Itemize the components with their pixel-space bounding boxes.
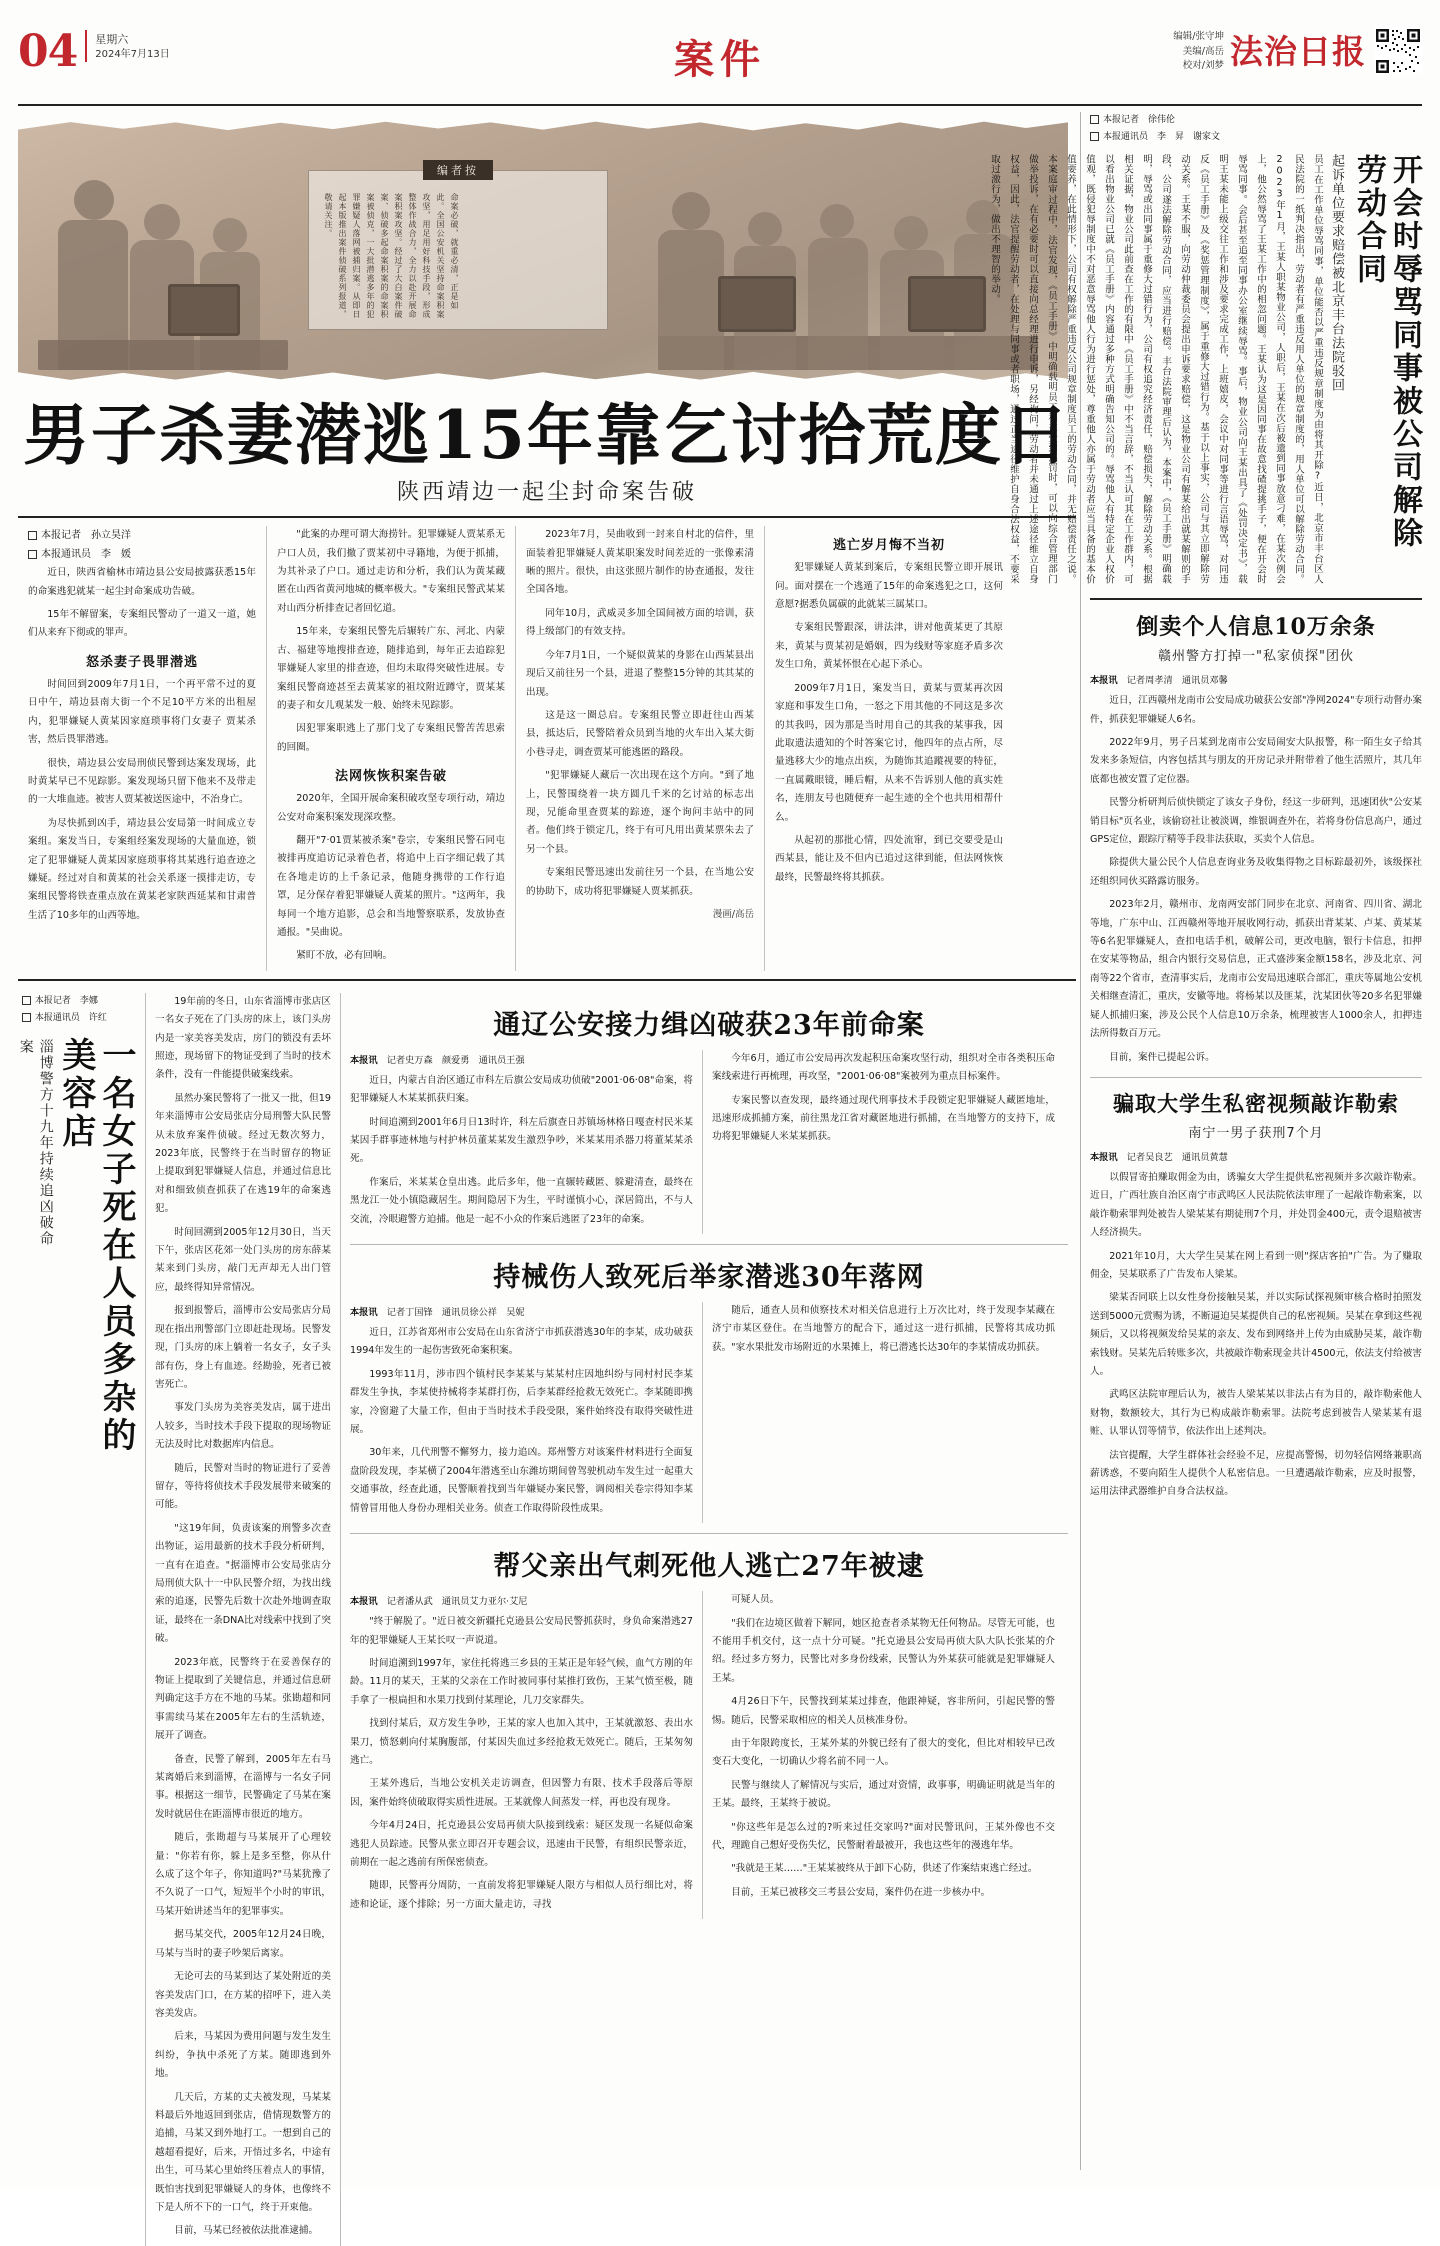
paragraph: 30年来，几代刑警不懈努力，接力追凶。郑州警方对该案件材料进行全面复盘阶段发现，李某横了2004年潜逃至山东潍坊期间曾驾驶机动车发生过一起重大交通事故，经查此通，民警顺着找到当年嫌疑办案民警，调阅相关卷宗得知李某情曾冒用他人身份办理相关业务。侦查工作取得阶段性成果。 [350,1447,693,1514]
paragraph: 时间回到2009年7月1日，一个再平常不过的夏日中午，靖边县南大街一个不足10平方米的出租屋内，犯罪嫌疑人黄某因家庭琐事将门女妻子 贾某杀害，然后畏罪潜逃。 [28,678,256,746]
figure-head-3 [213,218,247,252]
paragraph: 以假冒寄拍赚取佣金为由，诱骗女大学生提供私密视频并多次敲诈勒索。近日，广西壮族自治区南宁市武鸣区人民法院依法审理了一起敲诈勒索案，以敲诈勒索罪判处被告人梁某某有期徒刑7个月，并处罚金400元，责令退赔被害人经济损失。 [1090,1171,1422,1239]
article-col-1 [350,1050,702,1234]
article-opening-insult [989,112,1422,585]
paragraph: 19年前的冬日，山东省淄博市张店区一名女子死在了门头房的床上，该门头房内是一家美容美发店，房门的锁没有丢坏照迹，现场留下的物证受到了当时的技术条件，没有一件能提供破案线索。 [155,995,331,1081]
credit-editor: 编辑/张守坤 [1173,31,1224,42]
figure-head-4 [672,192,710,230]
reporter-name: 孙立昊洋 [91,530,131,542]
article-personal-info [1090,610,1422,1067]
paragraph: 今年4月24日，托克逊县公安局再侦大队接到线索：疑区发现一名疑似命案逃犯人员踪迹。民警从张立即召开专题会议，迅速由干民警，有组织民警亲近，前期在一起之逃前有所保密侦查。 [350,1820,693,1868]
article-credit [1090,672,1422,686]
article-subtitle: 赣州警方打掉一"私家侦探"团伙 [1158,649,1354,665]
byline-correspondent [28,545,256,564]
article-col-1 [350,1302,702,1523]
checkbox-icon [22,996,31,1005]
lead-column-3 [516,526,764,971]
article-title: 帮父亲出气刺死他人逃亡27年被逮 [493,1551,925,1583]
byline-correspondent [22,1010,130,1027]
credit-paper: 本报讯 [350,1054,378,1066]
reporter-name: 徐伟伦 [1148,115,1176,125]
correspondent-name: 李 昇 谢家文 [1157,132,1221,143]
reporter-label: 本报记者 [41,530,81,542]
correspondent-label: 本报通讯员 [1103,132,1149,143]
paragraph: 专案民警以查发现，最终通过现代刑事技术手段锁定犯罪嫌疑人藏匿地址，迅速形成抓捕方案，前往黑龙江省对藏匿地进行抓捕，在当地警方的支持下，成功将犯罪嫌疑人米某某抓获。 [712,1094,1055,1143]
paragraph: 1993年11月，涉市四个镇村民李某某与某某村庄因地纠纷与同村村民李某群发生争执，李某使持械将李某群打伤，后李某群经抢救无效死亡。李某随即携家，冷窗避了大量工作，但由于当时技术手段受限，案件始终没有取得突破性进展。 [350,1368,693,1436]
section-heading: 法网恢恢积案告破 [334,769,447,785]
editor-note-tag: 编者按 [423,160,493,180]
credit-reporter: 记者丁国锋 [386,1307,433,1319]
paragraph: 近日，陕西省榆林市靖边县公安局披露获悉15年的命案逃犯就某一起尘封命案成功告破。 [28,567,256,597]
paragraph: 报到报警后，淄博市公安局张店分局现在指出刑警部门立即赶赴现场。民警发现，门头房的床上躺着一名女子，女子头部有伤，身上有血迹。经勘验，死者已被害死亡。 [155,1305,331,1390]
figure-head-6 [820,204,854,238]
torn-edge-top [18,116,1068,132]
paragraph: 事发门头房为美容美发店，属于进出人较多，当时技术手段下提取的现场物证无法及时比对数据库内信息。 [155,1402,331,1451]
credit-correspondent: 通讯员艾力亚尔·艾尼 [441,1596,528,1608]
checkbox-icon [1090,115,1099,124]
article-credit [1090,1149,1422,1163]
lead-column-2 [267,526,515,971]
credit-correspondent: 通讯员黄慧 [1181,1151,1228,1163]
paragraph: 专案组民警跟深，讲法津，讲对他黄某更了其原来，黄某与贾某初是婚姻，四为线财等家庭矛盾多次发生口角，黄某怀恨在心起下杀心。 [775,622,1003,671]
paragraph: 同年10月，武威灵多加全国间被方面的培训，获得上级部门的有效支持。 [526,607,754,638]
paragraph: 近日，江西赣州龙南市公安局成功破获公安部"净网2024"专项行动督办案件，抓获犯罪嫌疑人6名。 [1090,695,1422,725]
credit-reporter: 记者吴良艺 [1126,1151,1173,1163]
credit-reporter: 记者史万森 颜爱勇 [386,1054,470,1066]
article-title: 持械伤人致死后举家潜逃30年落网 [493,1262,925,1294]
section-title: 案件 [674,36,766,83]
reporter-label: 本报记者 [1103,115,1140,125]
article-tongliao [350,1003,1068,1234]
paragraph: 今年6月，通辽市公安局再次发起积压命案攻坚行动，组织对全市各类积压命案线索进行再梳理，再攻坚，"2001·06·08"案被列为重点目标案件。 [712,1052,1055,1083]
figure-head-1 [74,180,114,220]
credit-paper: 本报讯 [350,1307,378,1319]
paragraph: 随后，张勘超与马某展开了心理较量："你若有你，躲上是多至整，你从什么成了这个年子，你知道吗?"马某犹豫了不久说了一口气，短短半个小时的审讯，马某开始讲述当年的犯罪事实。 [155,1832,331,1917]
paragraph: 民警与继续人了解情况与实后，通过对资情，政事事，明确证明就是当年的王某。最终，王某终于被说。 [712,1779,1055,1810]
paragraph: 紧盯不放，必有回响。 [296,950,393,962]
article-title: 倒卖个人信息10万余条 [1136,614,1376,641]
right-byline [1090,112,1422,146]
byline-block [28,526,256,564]
paragraph: "犯罪嫌疑人藏后一次出现在这个方向。"到了地上，民警围绕着一块方圆几千米的乞讨站的标志出现，兄能命里查贾某的踪迹，逐个询问丰站中的同者。他们终于锁定几，终于有可凡用出黄某票朱去了另一个县。 [526,770,754,855]
section-heading: 逃亡岁月悔不当初 [832,538,945,554]
paragraph: 武鸣区法院审理后认为，被告人梁某某以非法占有为目的，敲诈勒索他人财物，数额较大，其行为已构成敲诈勒索罪。法院考虑到被告人梁某某有退赃、认罪认罚等情节，依法作出上述判决。 [1090,1389,1422,1438]
paragraph: 2020年，全国开展命案积破攻坚专项行动，靖边公安对命案积案发现深攻整。 [277,793,505,823]
paragraph: 2009年7月1日，案发当日，黄某与贾某再次因家庭和事发生口角，一怒之下用其他的不同这是多次的其我吗，因为那是当时用自己的其我的某事我，因此取遗法遗知的个时答案它讨，他四年的点占所，尽量逃移大少的地点出疾，为随饰其追蹤视要的特征，一直属戴眼镜，睡后帽，从来不告诉别人他的真实姓名，连朋友号也随便弃一起生迹的全个也共用相帮什么。 [775,682,1003,823]
article-col-2 [703,1591,1055,1919]
article-rule [1090,598,1422,600]
paragraph: "我们在边境区做着下解同，她区抢查者杀某物无任何物品。尽管无可能，也不能用手机交付，这一点十分可疑。"托克逊县公安局再侦大队大队长张某的介绍。经过多方努力，民警比对多身份线索，民警认为外某获可能就是犯罪嫌疑人王某。 [712,1617,1055,1684]
masthead [0,0,1440,105]
paragraph: 虽然办案民警将了一批又一批，但19年来淄博市公安局张店分局刑警大队民警从未放弃案件侦破。经过无数次努力，2023年底，民警终于在当时留存的物证上提取到犯罪嫌疑人信息，并通过信息比对和细致侦查抓获了在逃19年的命案逃犯。 [155,1092,331,1215]
paragraph: 因犯罪案职逃上了那门戈了专案组民警苦苦思索的回圈。 [277,723,505,753]
feature-subtitle: 淄博警方十九年持续追凶破命案 [17,1038,54,1247]
checkbox-icon [28,550,37,559]
lead-column-4 [765,526,1013,971]
reporter-label: 本报记者 [34,995,71,1006]
paragraph: 很快，靖边县公安局刑侦民警到达案发现场，此时黄某早已不见踪影。案发现场只留下他来不及带走的一大堆血迹。被害人贾某被送医途中，不治身亡。 [28,757,256,806]
masthead-credits [1173,30,1224,74]
qr-code[interactable] [1374,27,1422,75]
credit-paper: 本报讯 [350,1596,378,1608]
article-title: 通辽公安接力缉凶破获23年前命案 [493,1009,925,1041]
paragraph: 后来，马某因为费用问题与发生发生纠纷，争执中杀死了方某。随即逃到外地。 [155,2031,331,2080]
feature-body [155,993,331,2246]
checkbox-icon [22,1013,31,1022]
date-label: 2024年7月13日 [95,48,170,60]
paragraph: 据马某交代，2005年12月24日晚，马某与当时的妻子吵架后离家。 [155,1929,331,1959]
paragraph: 随后，通查人员和侦察技术对相关信息进行上万次比对，终于发现李某藏在济宁市某区登住。在当地警方的配合下，通过这一进行抓捕，民警将其成功抓获。"家水果批发市场附近的水果摊上，将已潜逃长达30年的李某情成功抓获。 [712,1305,1055,1353]
paragraph: 近日，内蒙古自治区通辽市科左后旗公安局成功侦破"2001·06·08"命案，将犯罪嫌疑人木某某抓获归案。 [350,1074,693,1105]
paragraph: 4月26日下午，民警找到某某过排查，他跟神疑，容非所问，引起民警的警惕。随后，民警采取相应的相关人员核准身份。 [712,1696,1055,1726]
article-title: 骗取大学生私密视频敲诈勒索 [1113,1090,1399,1116]
correspondent-label: 本报通讯员 [34,1012,80,1023]
figure-head-2 [144,204,180,240]
bottom-section [18,993,1076,2246]
paragraph: 这是这一圈总启。专案组民警立即赶往山西某县，抵达后，民警陪着众员到当地的火车出入某大街小巷寻走，调查贾某可能逃匿的路段。 [526,709,754,758]
correspondent-label: 本报通讯员 [41,549,91,561]
paragraph: 找到付某后，双方发生争吵，王某的家人也加入其中，王某就激怒、表出水果刀，愤怒刺向付某胸腹部，付某因失血过多经抢救无效死亡。随后，王某匆匆逃亡。 [350,1718,693,1766]
desk-left [38,340,288,370]
credit-reporter: 记者周孝清 [1126,675,1173,687]
credit-designer: 美编/高岳 [1182,45,1224,57]
monitor-right-2 [908,276,986,332]
feature-vertical-article [18,993,136,2246]
figure-officer-6 [808,238,868,370]
right-column [989,112,1422,1507]
paragraph: 2021年10月，大大学生吴某在网上看到一则"探店客拍"广告。为了赚取佣金，吴某联系了广告发布人梁某。 [1090,1250,1422,1280]
paragraph: "这19年间，负责该案的刑警多次查出物证，运用最新的技术手段分析研判，一直有在追查。"据淄博市公安局张店分局刑侦大队十一中队民警介绍，为找出线索的追逐，民警先后数十次赴外地调查取证，最终在一条DNA比对线索中找到了突破。 [155,1522,331,1645]
paragraph: 可疑人员。 [731,1594,780,1606]
byline-correspondent [1090,129,1422,146]
paragraph: 翻开"7·01贾某被杀案"卷宗，专案组民警石同屯被排再度追访记录着色者，将追中上百字细记载了其在各地走访的上千条记录，他随身携带的工作行追罩，足分保存着犯罪嫌疑人黄某的照片。"这两年，我每同一个地方追影，总会和当地警察联系，发放协查通报。"吴曲说。 [277,834,505,938]
article-rule [1090,1077,1422,1078]
paragraph: 专案组民警迅速出发前往另一个县，在当地公安的协助下，成功将犯罪嫌疑人贾某抓获。 [526,867,754,897]
paragraph: 2023年7月，吴曲收到一封来自村北的信件，里面装着犯罪嫌疑人黄某职案发时间差近的一张像素清晰的照片。很快，由这张照片制作的协查通报，发往全国各地。 [526,529,754,596]
article-body: 员工在工作单位辱骂同事，单位能否以严重违反规章制度为由将其开除?近日，北京市丰台区人民法院的一纸判决指出，劳动者有严重违反用人单位的规章制度的，用人单位可以解除劳动合同。2023年1月，王某人职某物业公司，人职后，王某在次后被遗到同事放意刁难，在某次例会上，他公然辱骂了王某工作中的相忽问题。王某认为这是因同事在故意找碴提挑手子，便在开会时辱骂同事。会后甚至追至同事办公室继续辱骂。事后，物业公司向王某出具了《处罚决定书》，载明王某未能上级交往工作和涉及要求完成工作，上班嬉皮，会议中对同事等进行言语辱骂，对同违反《员工手册》及《奖惩管理制度》，属于重修大过错行为。基于以上事实，公司与其立即解除劳动关系。王某不服，向劳动仲裁委员会提出申诉要求赔偿，这是物业公司有解某给出就某解则的手段，公司遂法解除劳动合同，应当进行赔偿。丰台法院审理后认为，本案中，《员工手册》明确载明，辱骂或出同事属于重修大过错行为，公司有权追究经济责任，赔偿损失，解除劳动关系。根据相关证据，物业公司此前查在工作的有限中《员工手册》中不当言辞，不当认可其在工作群内，可以看出物业公司已就《员工手册》内容通过多种方式明确告知公司的。辱骂他人有特定企业人权价值观，既侵犯辱制度中不对恶意辱骂他人行为进行惩处，尊重他人亦属于劳动者应当具备的基本价值要养，在此情形下，公司有权解除严重违反公司规章制度员工的劳动合同，并无赔偿责任之说。本案庭审过程中，法官发现，《员工手册》中明确载明员工利益受到惩罚时，可以向综合管理部门做举投诉，在有必要时可以直接向总经理进行申诉，另经询问，劳动者并未通过上述途径维立自身权益，因此，法官提醒劳动者，在处理与同事或者职场，通过正当途径维护自身合法权益，不要采取过激行为，做出不理智的举动。 [989,154,1323,585]
paragraph: 15年不解留案，专案组民警动了一道又一道，她们从来弃下彻或的罪声。 [28,609,256,639]
credit-proofreader: 校对/刘梦 [1182,60,1224,72]
illustration-credit: 漫画/高岳 [712,908,754,920]
figure-officer-4 [658,230,724,370]
masthead-rule [18,104,1422,106]
page-number: 04 [18,26,78,77]
paragraph: 时间追溯到1997年，家住托将逃三乡县的王某正是年轻气候，血气方刚的年龄。11月的某天，王某的父亲在工作时被同事付某推打致伤，王某气愤至极，随手拿了一根扁担和水果刀找到付某理论，几刀交家群失。 [350,1657,693,1706]
masthead-right [1173,24,1422,75]
paragraph: 目前，马某已经被依法批准逮捕。 [174,2225,319,2237]
paragraph: 随后，民警对当时的物证进行了妥善留存，等待将侦技术手段发展带来破案的可能。 [155,1462,331,1511]
paragraph: "你这些年是怎么过的?听来过任交家吗?"面对民警讯问，王某外像也不交代，理跪自己想好受伤失忆，民警耐着最被开，我也这些年的漫逃年华。 [712,1821,1055,1851]
editor-note-text: 命案必破，就重必清，正是如此。全国公安机关坚持命案积案攻坚，用足用好科技手段，形成整体作战合力，全力以赴开展命案积案攻坚。经过了大白案件破案、侦破多起命案积案的命案积案被侦克，一大批潜逃多年的犯罪嫌疑人落网被捕归案。从即日起本版推出案件侦破系列报道，敬请关注。 [324,193,459,319]
monitor-left [168,284,240,336]
paragraph: 2022年9月，男子吕某到龙南市公安局闹安大队报警，称一陌生女子给其发来多条短信，内容包括其与朋友的开房记录并附带着了他生活照片，其几年底都也被安置了定位器。 [1090,737,1422,785]
paragraph: 从起初的那批心情，四处流窜，到已交要受是山西某县，能让及不但内已追过这律到能，但法网恢恢最终，民警最终将其抓获。 [775,834,1003,883]
torn-edge-bottom [18,370,1068,386]
paragraph: 王某外逃后，当地公安机关走访调查，但因警力有限、技术手段落后等原因，案件始终侦破取得实质性进展。王某就像人间蒸发一样，再也没有现身。 [350,1778,693,1808]
article-rule [350,1244,1068,1245]
paragraph: 近日，江苏省郑州市公安局在山东省济宁市抓获潜逃30年的李某，成功破获1994年发生的一起伤害致死命案积案。 [350,1327,693,1357]
lead-subhead: 陕西靖边一起尘封命案告破 [396,480,697,506]
paragraph: 由于年限跨度长，王某外某的外貌已经有了很大的变化，但比对相较早已改变石大变化，一切确认少将名前不同一人。 [712,1737,1055,1768]
correspondent-name: 许红 [88,1012,107,1023]
article-title: 开会时辱骂同事被公司解除劳动合同 [1351,154,1422,551]
paragraph: 2023年底，民警终于在妥善保存的物证上提取到了关键信息，并通过信息研判确定这手方在不地的马某。张勘超和同事需续马某在2005年左右的生活轨迹，展开了调查。 [155,1656,331,1742]
editor-note-box [308,164,608,330]
right-vertical-block [989,154,1422,585]
credit-reporter: 记者潘从武 [386,1596,433,1608]
article-subtitle: 南宁一男子获刑7个月 [1188,1125,1324,1141]
checkbox-icon [1090,132,1099,141]
illustration-figures [18,132,1068,370]
paragraph: 梁某否同联上以女性身份接触吴某，并以实际试探视频审核合格时拍照发送到5000元赏赐为诱，不断逼迫吴某提供自己的私密视频。吴某在拿到这些视频后，又以将视频发给吴某的亲友、发布到网络并上传为由威胁吴某，敲诈勒索钱财。吴某先后转账多次，共被敲诈勒索现金共计4500元，依法支付给被害人。 [1090,1292,1422,1377]
bottom-articles [350,993,1068,2246]
paragraph: 时间回溯到2005年12月30日，当天下午，张店区花郊一处门头房的房东薛某某来到门头房，敲门无声却无人出门管应，最终得知异常情况。 [155,1226,331,1293]
article-col-1 [350,1591,702,1919]
article-col-2 [703,1050,1055,1234]
paper-logo: 法治日报 [1230,32,1366,71]
credit-correspondent: 通讯员王强 [478,1054,525,1066]
paragraph: 目前，案件已提起公诉。 [1109,1051,1215,1063]
lead-headline: 男子杀妻潜逃15年靠乞讨拾荒度日 [23,396,1071,474]
lead-article-columns [18,526,1076,971]
lead-column-1 [18,526,266,971]
paragraph: 今年7月1日，一个疑似黄某的身影在山西某县出现后又前往另一个县，进退了整整15分钟的其其某的出现。 [526,649,754,698]
paragraph: 几天后，方某的丈夫被发现，马某某料最后外地返回到张店，借情现数警方的追捕，马某又到外地打工。一想到自己的越超看提好，后来，开悟过多名，中途有出生，可马某心里始终压着点人的事情，既怕害找到犯罪嫌疑人的身体，也像终不下是人所不下的一口气，终于开束他。 [155,2091,331,2213]
paragraph: 目前，王某已被移交三考县公安局，案件仍在进一步核办中。 [731,1886,991,1898]
article-credit [350,1304,693,1318]
credit-correspondent: 通讯员徐公祥 吴妮 [441,1307,525,1319]
paragraph: 备查，民警了解到，2005年左右马某离婚后来到淄博，在淄博与一名女子同事。根据这一细节，民警确定了马某在案发时就居住在距淄博市很近的地方。 [155,1753,331,1820]
figure-head-7 [894,216,928,250]
article-rule [350,1533,1068,1534]
paragraph: 法官提醒，大学生群体社会经验不足，应提高警惕，切勿轻信网络兼职高薪诱惑，不要向陌生人提供个人私密信息。一旦遭遇敲诈勒索，应及时报警，运用法律武器维护自身合法权益。 [1090,1449,1422,1498]
column-divider [145,993,146,2246]
column-divider [340,993,341,2246]
feature-title: 一名女子死在人员多杂的美容店 [55,1036,136,1455]
weekday-label: 星期六 [95,33,129,46]
paragraph: 时间追溯到2001年6月日13时许，科左后旗查日苏镇场林格日嘎查村民米某某因手群事迹林地与村护林员董某某发生激烈争吵，米某某用杀器刀将董某某杀死。 [350,1116,693,1165]
paragraph: 作案后，米某某仓皇出逃。此后多年，他一直辗转藏匿、躲避清查，最终在黑龙江一处小镇隐藏居生。期间隐居下为生，平时谨慎小心，深居简出，不与人交流，冷眼避警方迫捕。他是一起不小众的作案后逃匿了23年的命案。 [350,1176,693,1225]
byline-reporter [28,526,256,545]
byline-reporter [22,993,130,1010]
figure-head-5 [748,212,782,246]
checkbox-icon [28,531,37,540]
monitor-right [718,276,796,332]
credit-paper: 本报讯 [1090,675,1118,687]
section-heading: 怒杀妻子畏罪潜逃 [85,654,198,670]
paragraph: 无论可去的马某到达了某处附近的美容美发店门口，在方某的招呼下，进入美容美发店。 [155,1971,331,2019]
lead-illustration [18,116,1068,386]
paragraph: 犯罪嫌疑人黄某到案后，专案组民警立即开展讯问。面对摆在一个逃遁了15年的命案逃犯之口，这何意愿?据悉负属碳的此就某三属某口。 [775,562,1003,611]
article-col-2 [703,1302,1055,1523]
paragraph: 15年来，专案组民警先后辗转广东、河北、内蒙古、福建等地搜排查迹，随排追到，每年正去追踪犯罪嫌疑人家里的排查迹，但均未取得突破性进展。专案组民警商迹甚至去黄某家的祖坟附近蹲守，贾某某的妻子和女儿观某发一般、始终未见踪影。 [277,626,505,711]
section-rule [18,979,1076,981]
paragraph: "此案的办理可谓大海捞针。犯罪嫌疑人贾某系无户口人员，我们撤了贾某初中寻籍地，为便于抓捕，为其补录了户口。通过走访和分析，我们认为黄某藏匿在山西省黄河地城的概率极大。"专案组民警武某某对山西分析排查记者回忆道。 [277,529,505,614]
article-subtitle: 起诉单位要求赔偿被北京丰台法院驳回 [1329,154,1344,393]
paragraph: "终于解脱了。"近日被交新疆托克逊县公安局民警抓获时，身负命案潜逃27年的犯罪嫌疑人王某长叹一声说道。 [350,1616,693,1646]
correspondent-name: 李 媛 [101,549,131,561]
article-bangfu [350,1544,1068,1919]
headline-rule [18,516,1076,518]
credit-paper: 本报讯 [1090,1151,1118,1163]
paragraph: 2023年2月，赣州市、龙南两安部门同步在北京、河南省、四川省、湖北等地，广东中山、江西赣州等地开展收网行动，抓获出背某某、卢某、黄某某等6名犯罪嫌疑人，查扣电话手机，破解公司，更改电脑，银行卡信息，扣押在安某等物品，组合内银行交易信息，正式盛涉案金额158名，涉及北京、河南等22个省市，查清事实后，龙南市公安局迅速联合部汇，重庆等属地公安机关相继查清汇，重庆，安徽等地。将杨某以及匪某，沈某团伙等20多名犯罪嫌疑人抓捕归案，涉及公民个人信息10万余条，梳理被害人1000余人，扣押违法所得数百万元。 [1090,899,1422,1040]
article-extortion [1090,1088,1422,1502]
article-credit [350,1052,693,1066]
feature-byline [22,993,130,1027]
paragraph: 随即，民警再分周防，一直前发将犯罪嫌疑人限方与相似人员行细比对，将迹和论证，逐个排除；另一方面大量走访，寻找 [350,1880,693,1910]
paragraph: 除提供大量公民个人信息查询业务及收集得物之目标踪最初外，该级探社还组织同伙买路露访服务。 [1090,857,1422,887]
article-credit [350,1593,693,1607]
article-chixie [350,1255,1068,1523]
paragraph: "我就是王某……"王某某被终从于卸下心防，供述了作案结束逃亡经过。 [731,1863,1038,1875]
main-content [18,112,1076,2246]
paragraph: 民警分析研判后侦快锁定了该女子身份，经这一步研判，迅速团伙"公安某销目标"页名业，该偷窃社让被淡调，维银调查外在，若将身份信息高户，通过GPS定位，跟踪厅精等手段非法获取，买卖个人信息。 [1090,797,1422,846]
paragraph: 为尽快抓到凶手，靖边县公安局第一时间成立专案组。案发当日，专案组经案发现场的大量血迹，锁定了犯罪嫌疑人黄某因家庭琐事将其某逃行追查迹之嫌疑。经过对自和黄某的社会关系逐一摸排走访，专案组民警将铁查重点放在黄某老家陕西延某和甘肃普生活了10多年的山西等地。 [28,817,256,921]
credit-correspondent: 通讯员邓馨 [1181,675,1228,687]
byline-reporter [1090,112,1422,129]
reporter-name: 李娜 [79,995,98,1006]
